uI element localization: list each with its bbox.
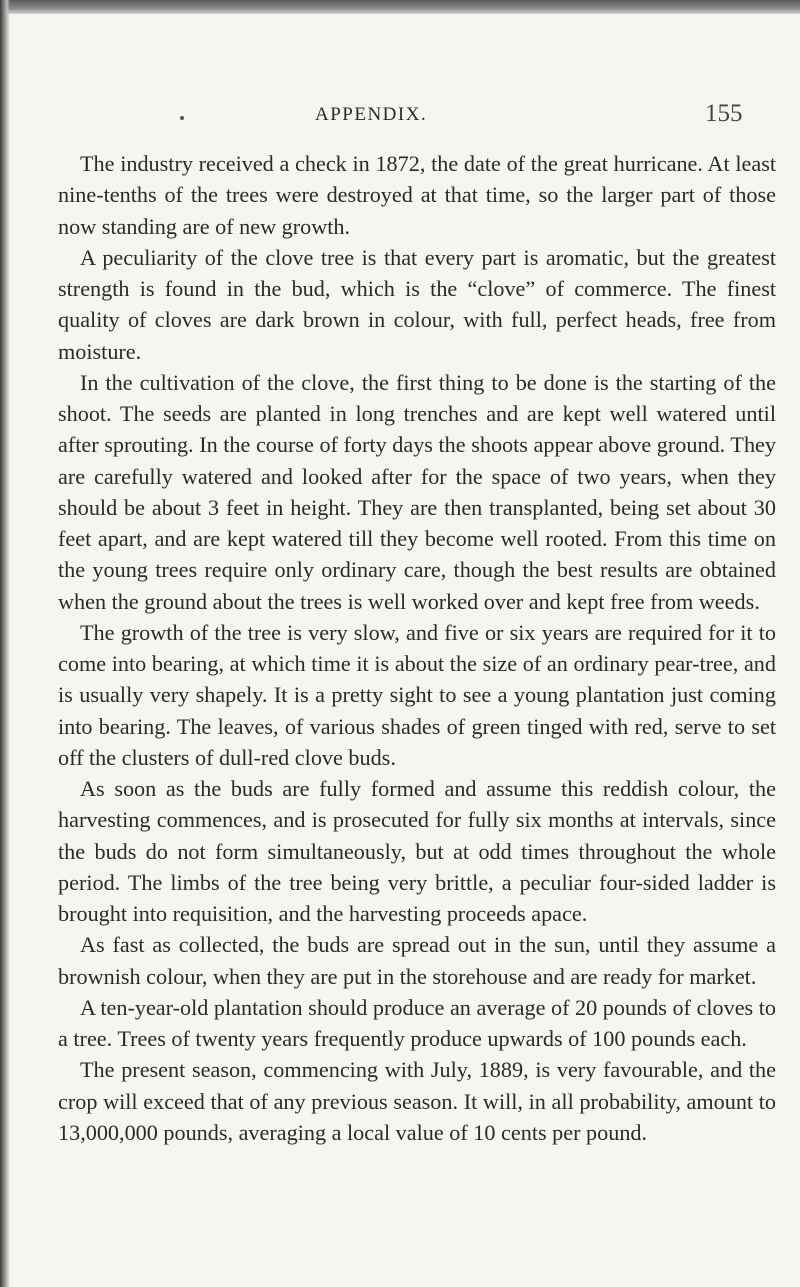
body-text [58, 148, 776, 1148]
paragraph: The present season, commencing with July, 1889, is very favourable, and the crop will exceed that of any previous season. It will, in all probability, amount to 13,000,000 pounds, averaging a local value of 10 cents per pound. [58, 1057, 776, 1145]
paragraph: As soon as the buds are fully formed and assume this reddish colour, the harvesting commences, and is prosecuted for fully six months at intervals, since the buds do not form simultaneously, but at odd times throughout the whole period. The limbs of the tree being very brittle, a peculiar four-sided ladder is brought into requisition, and the harvesting proceeds apace. [58, 776, 776, 926]
paragraph: A peculiarity of the clove tree is that every part is aromatic, but the greatest strength is found in the bud, which is the “clove” of commerce. The finest quality of cloves are dark brown in colour, with full, perfect heads, free from moisture. [58, 244, 776, 364]
paragraph: The growth of the tree is very slow, and five or six years are required for it to come into bearing, at which time it is about the size of an ordinary pear-tree, and is usually very shapely. It is a pretty sight to see a young plantation just coming into bearing. The leaves, of various shades of green tinged with red, serve to set off the clusters of dull-red clove buds. [58, 619, 776, 770]
header-dot [180, 116, 184, 120]
paragraph: As fast as collected, the buds are spread out in the sun, until they assume a brownish colour, when they are put in the storehouse and are ready for market. [58, 932, 776, 989]
paragraph: In the cultivation of the clove, the first thing to be done is the starting of the shoot. The seeds are planted in long trenches and are kept well watered until after sprouting. In the course of forty days the shoots appear above ground. They are carefully watered and looked after for the space of two years, when they should be about 3 feet in height. They are then transplanted, being set about 30 feet apart, and are kept watered till they become well rooted. From this time on the young trees require only ordinary care, though the best results are obtained when the ground about the trees is well worked over and kept free from weeds. [58, 369, 776, 614]
running-head [60, 100, 780, 130]
paragraph: The industry received a check in 1872, the date of the great hurricane. At least nine-tenths of the trees were destroyed at that time, so the larger part of those now standing are of new growth. [58, 151, 776, 239]
paragraph: A ten-year-old plantation should produce an average of 20 pounds of cloves to a tree. Trees of twenty years frequently produce upwards of 100 pounds each. [58, 994, 776, 1051]
page-number: 155 [705, 100, 743, 127]
running-head-title: APPENDIX. [315, 104, 428, 125]
